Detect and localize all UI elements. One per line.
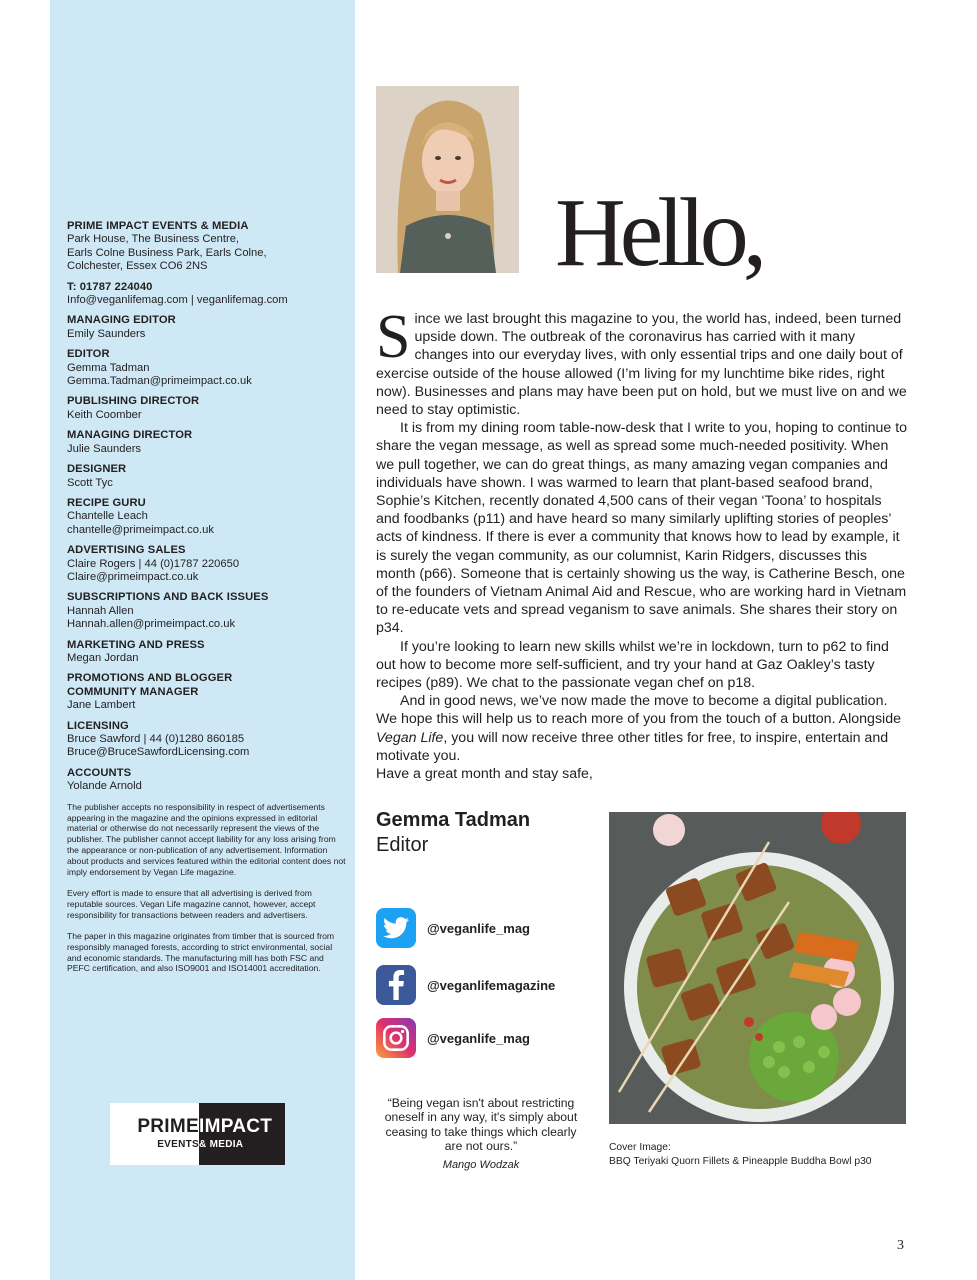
masthead-line: Earls Colne Business Park, Earls Colne, bbox=[67, 246, 267, 259]
quote-text: “Being vegan isn't about restricting oneself in any way, it's simply about ceasing to take things which clearly are not ours.” bbox=[384, 1096, 578, 1154]
letter-paragraph: It is from my dining room table-now-desk that I write to you, hoping to continue to share the vegan message, as well as spread some much-needed positivity. When we pull together, we can do great things, as many amazing vegan companies and individuals have shown. I was warmed to learn that plant-based seafood brand, Sophie’s Kitchen, recently donated 4,500 cans of their vegan ‘Toona’ to hospitals and foodbanks (p11) and have heard so many similarly uplifting stories of peoples’ acts of kindness. If there is ever a community that knows how to lead by example, it is surely the vegan community, as our columnist, Karin Ridgers, discusses this month (p66). Someone that is certainly showing us the way, is Catherine Besch, one of the founders of Vietnam Animal Aid and Rescue, who are working hard in Vietnam to re-educate vets and spread veganism to save animals. She shares their story on p34. bbox=[376, 420, 908, 637]
masthead-line: Gemma.Tadman@primeimpact.co.uk bbox=[67, 375, 252, 388]
masthead-line: Hannah Allen bbox=[67, 604, 134, 617]
sign-off: Have a great month and stay safe, bbox=[376, 766, 593, 783]
masthead-section bbox=[67, 720, 347, 760]
drop-cap: S bbox=[376, 303, 411, 371]
masthead-line: Yolande Arnold bbox=[67, 780, 142, 793]
masthead-section bbox=[67, 544, 347, 584]
masthead-heading: EDITOR bbox=[67, 348, 110, 361]
editor-letter bbox=[376, 303, 908, 783]
letter-text: And in good news, we’ve now made the move to become a digital publication. We hope this will help us to reach more of you from the touch of a button. Alongside bbox=[376, 693, 901, 728]
masthead-line: Colchester, Essex CO6 2NS bbox=[67, 260, 208, 273]
masthead-heading: PUBLISHING DIRECTOR bbox=[67, 395, 200, 408]
masthead-line: Info@veganlifemag.com | veganlifemag.com bbox=[67, 294, 288, 307]
masthead-heading: SUBSCRIPTIONS AND BACK ISSUES bbox=[67, 591, 269, 604]
pull-quote bbox=[376, 1096, 586, 1172]
twitter-handle[interactable]: @veganlife_mag bbox=[427, 920, 530, 936]
letter-paragraph bbox=[376, 692, 908, 765]
disclaimer-paragraph: Every effort is made to ensure that all advertising is derived from reputable sources. Vegan Life magazine cannot, however, accept responsibility for transactions between readers and advertisers. bbox=[67, 887, 316, 920]
masthead-line: chantelle@primeimpact.co.uk bbox=[67, 523, 214, 536]
magazine-title: Vegan Life bbox=[376, 729, 444, 746]
instagram-handle[interactable]: @veganlife_mag bbox=[427, 1030, 530, 1046]
editor-photo bbox=[376, 86, 519, 273]
masthead-heading: ACCOUNTS bbox=[67, 766, 132, 779]
masthead-heading: RECIPE GURU bbox=[67, 496, 146, 509]
prime-impact-logo bbox=[110, 1103, 285, 1165]
instagram-icon[interactable] bbox=[376, 1018, 416, 1058]
twitter-icon[interactable] bbox=[376, 908, 416, 948]
masthead-section bbox=[67, 314, 347, 341]
masthead-heading: LICENSING bbox=[67, 719, 129, 732]
editor-role: Editor bbox=[376, 834, 429, 856]
masthead-section bbox=[67, 281, 347, 308]
editor-name: Gemma Tadman bbox=[376, 809, 531, 831]
masthead-line: Gemma Tadman bbox=[67, 361, 150, 374]
masthead-heading: MANAGING EDITOR bbox=[67, 314, 176, 327]
cover-caption bbox=[609, 1141, 872, 1168]
masthead-section bbox=[67, 395, 347, 422]
masthead-line: Emily Saunders bbox=[67, 327, 146, 340]
masthead-section bbox=[67, 672, 347, 685]
masthead-heading: PRIME IMPACT EVENTS & MEDIA bbox=[67, 220, 249, 232]
letter-text: , you will now receive three other titles for free, to inspire, entertain and motivate you. bbox=[376, 729, 889, 764]
letter-text: ince we last brought this magazine to you, the world has, indeed, been turned upside down. The outbreak of the coronavirus has carried with it many changes into our everyday lives, with only essential trips and one daily bout of exercise outside of the house allowed (I’m living for my lunchtime bike rides, right now). Businesses and plans may have been put on hold, but we must live on and we need to stay optimistic. bbox=[376, 311, 907, 419]
masthead-line: Chantelle Leach bbox=[67, 510, 148, 523]
editor-signature bbox=[376, 808, 530, 858]
logo-impact: IMPACT bbox=[199, 1116, 273, 1137]
headline: Hello, bbox=[555, 179, 762, 287]
masthead-section bbox=[67, 463, 347, 490]
masthead-line: Jane Lambert bbox=[67, 699, 136, 712]
masthead-line: Bruce Sawford | 44 (0)1280 860185 bbox=[67, 733, 245, 745]
disclaimer bbox=[67, 802, 347, 975]
masthead-heading: MARKETING AND PRESS bbox=[67, 638, 205, 651]
social-instagram[interactable] bbox=[376, 1018, 530, 1058]
masthead-heading: DESIGNER bbox=[67, 463, 127, 476]
masthead-line: Scott Tyc bbox=[67, 476, 113, 489]
disclaimer-paragraph: The publisher accepts no responsibility in respect of advertisements appearing in the magazine and the opinions expressed in editorial material or otherwise do not necessarily represent the views of the publisher. The publisher cannot accept liability for any loss arising from the appearance or non-publication of any advertisement. Information about products and services featured within the editorial content does not imply endorsement by Vegan Life magazine. bbox=[67, 801, 346, 878]
social-twitter[interactable] bbox=[376, 908, 530, 948]
masthead bbox=[67, 220, 347, 984]
masthead-section bbox=[67, 591, 347, 631]
masthead-line: Bruce@BruceSawfordLicensing.com bbox=[67, 746, 250, 759]
masthead-section bbox=[67, 639, 347, 666]
social-facebook[interactable] bbox=[376, 965, 555, 1005]
masthead-line: Claire@primeimpact.co.uk bbox=[67, 570, 199, 583]
masthead-heading: PROMOTIONS AND BLOGGER bbox=[67, 672, 233, 685]
masthead-section bbox=[67, 348, 347, 388]
masthead-heading: MANAGING DIRECTOR bbox=[67, 429, 193, 442]
masthead-line: Claire Rogers | 44 (0)1787 220650 bbox=[67, 557, 240, 570]
masthead-heading: COMMUNITY MANAGER bbox=[67, 685, 199, 698]
page-number: 3 bbox=[897, 1238, 904, 1253]
letter-paragraph: If you’re looking to learn new skills whilst we’re in lockdown, turn to p62 to find out how to become more self-sufficient, and try your hand at Gaz Oakley’s tasty recipes (p89). We chat to the passionate vegan chef on p18. bbox=[376, 638, 889, 692]
masthead-section bbox=[67, 686, 347, 713]
facebook-handle[interactable]: @veganlifemagazine bbox=[427, 977, 556, 993]
masthead-line: Park House, The Business Centre, bbox=[67, 233, 240, 246]
facebook-icon[interactable] bbox=[376, 965, 416, 1005]
masthead-section bbox=[67, 220, 347, 274]
cover-label: Cover Image: bbox=[609, 1142, 671, 1153]
logo-media: & MEDIA bbox=[199, 1139, 244, 1150]
cover-title: BBQ Teriyaki Quorn Fillets & Pineapple Buddha Bowl p30 bbox=[609, 1155, 872, 1167]
masthead-line: Megan Jordan bbox=[67, 651, 139, 664]
masthead-section bbox=[67, 767, 347, 794]
masthead-line: Julie Saunders bbox=[67, 442, 142, 455]
masthead-heading: T: 01787 224040 bbox=[67, 280, 153, 293]
letter-paragraph bbox=[376, 303, 908, 419]
disclaimer-paragraph: The paper in this magazine originates from timber that is sourced from responsibly managed forests, according to strict environmental, social and economic standards. The manufacturing mill has both FSC and PEFC certification, and also ISO9001 and ISO14001 accreditation. bbox=[67, 930, 335, 974]
masthead-line: Hannah.allen@primeimpact.co.uk bbox=[67, 618, 236, 631]
masthead-section bbox=[67, 497, 347, 537]
cover-image bbox=[609, 812, 906, 1124]
logo-events: EVENTS bbox=[157, 1139, 199, 1150]
masthead-line: Keith Coomber bbox=[67, 408, 142, 421]
masthead-section bbox=[67, 429, 347, 456]
quote-author: Mango Wodzak bbox=[442, 1158, 520, 1171]
logo-prime: PRIME bbox=[137, 1116, 199, 1137]
masthead-heading: ADVERTISING SALES bbox=[67, 544, 186, 557]
